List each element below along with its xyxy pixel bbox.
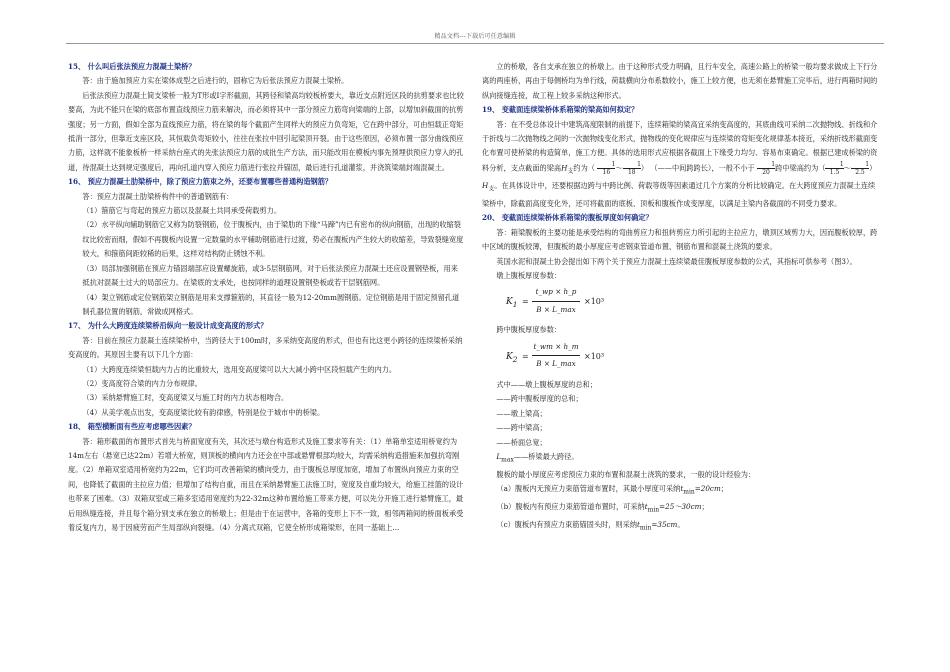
design-rule: （c）腹板内有预应力束筋锚固头时，则采纳$t_{min}=35cm$。	[496, 519, 685, 532]
definition-item: ——墩上梁高；	[496, 408, 547, 418]
rules-list	[482, 482, 878, 536]
multiplier: ×10³	[584, 351, 605, 361]
definitions-list	[482, 378, 878, 450]
formula-k2	[506, 340, 878, 376]
equals-sign: =	[522, 297, 529, 307]
formula-label-k2: 跨中腹板厚度参数：	[496, 325, 562, 335]
fraction: 1 1.5	[825, 161, 843, 176]
paragraph: 答：由于施加预应力实在梁体成型之后进行的，固称它为后张法预应力混凝土梁桥。	[82, 76, 349, 86]
definition-item: ——桥面总宽；	[496, 437, 547, 447]
paragraph: 答：预应力混凝土肋梁桥构件中的普通钢筋有：	[82, 191, 234, 201]
fraction: 1 18	[623, 161, 641, 176]
definition-item: ——跨中梁高；	[496, 423, 547, 433]
design-rule: （b）腹板内有预应力束筋管道布置时，可采纳$t_{min}=25\sim 30cm$；	[496, 502, 709, 514]
question-20: 20、 变截面连续梁桥体系箱梁的腹板厚度如何确定？	[482, 213, 653, 223]
formula-label-k1: 墩上腹板厚度参数：	[496, 271, 562, 281]
paragraph: 后张法预应力混凝土简支梁桥一般为T形或I字形截面，其跨径和梁高均较板桥要大，靠近支点附近区段的抗剪要求也比较要高，为此不能只在梁的底部布置直线预应力筋来解决，而必须将其中一部分预应力筋弯向梁端的上部，以增加斜截面的抗剪强度；另一方面，假如全部为直线预应力筋，将在梁的每个截面产生同样大的预应力负弯矩，它在跨中部分，可由恒载正弯矩抵消一部分，但靠近支座区段，其恒载负弯矩较小，往往在张拉中回引起梁顶开裂。由于这些原因，必须布置一部分曲线预应力筋，这样就不能象板桥一样采纳台座式的先张法预应力筋的成批生产方法，而只能改用在模板内事先预埋供预应力穿入的孔道，待混凝土达到规定强度后，再向孔道内穿入预应力筋进行张拉并锚固，最后进行孔道灌浆，并浇筑梁端封端混凝土。	[68, 90, 464, 172]
paragraph: 答：箱梁腹板的主要功能是承受结构的弯曲剪应力和扭转剪应力所引起的主拉应力，墩顶区域剪力大，因而腹板较厚，跨中区域的腹板较薄，但腹板的最小厚度应考虑钢束管道布置、钢筋布置和混凝土浇筑的要求。	[482, 227, 878, 252]
formula-fraction: t_wp × h_p B × L_max	[532, 285, 580, 317]
fraction: 1 16	[597, 161, 615, 176]
list-item: （3）采纳悬臂施工时，变高度梁又与施工时的内力状态相吻合。	[82, 393, 289, 403]
list-item: （3）局部加强钢筋在预应力锚固端部应设置螺旋筋，或3-5层钢筋网，对于后张法预应力混凝土还应设置钢垫板，用来抵抗对混凝土过大的局部应力。在梁底的支承处，也按同样的道理设置钢垫板或若干层钢筋网。	[82, 263, 458, 288]
fraction: 1 2.5	[851, 161, 869, 176]
paragraph: 立的桥墩，各自支承在独立的桥墩上。由于这种形式受力明确，且行车安全，高速公路上的桥梁一般均要求做成上下行分离的两座桥，再由于每侧桥均为单行线，荷载横向分布系数较小，施工上较方便，也无须在悬臂施工完毕后，进行两箱时间的纵向接缝连接，故工程上较多采纳这种形式。	[482, 62, 878, 100]
equals-sign: =	[522, 351, 529, 361]
lmax-definition: $L_{max}——$桥梁最大跨径。	[496, 451, 579, 464]
paragraph: 腹板的最小厚度应考虑预应力束的布置和混凝土浇筑的要求，一般的设计经验为：	[496, 469, 756, 479]
definition-item: 式中——墩上腹板厚度的总和；	[496, 379, 598, 389]
paragraph: 答：在不受总体设计中建筑高度限制的前提下，连续箱梁的梁高宜采纳变高度的，其底曲线可采纳二次抛物线、折线和介于折线与二次抛物线之间的一次抛物线变化形式，抛物线的变化规律应与连续梁的弯矩变化规律基本接近，采纳折线形截面变化布置可使桥梁的构造简单，施工方便。具体的选用形式应根据各截面上下缘受力均匀、容易布束确定。根据已建成桥梁的资料分析，支点截面的梁高$H_支$约为（ 1 16 ～ 1 18 ） （——中间跨跨长），一般不小于 1 20 跨中梁高约为（ 1 1.5 ～ 1 2.5 ）$H_支$。在具体设计中，还要根据边跨与中跨比例、荷载等级等因素通过几个方案的分析比较确定。在大跨度预应力混凝土连续梁桥中，除截面高度变化外，还可将截面的底板、顶板和腹板作成变厚度，以满足主梁内各截面的不同受力要求。	[482, 119, 878, 209]
list-item: （1）箍筋它与弯起的预应力筋以及混凝土共同承受荷载剪力。	[82, 206, 282, 216]
right-column	[482, 60, 878, 536]
paragraph: 答：箱形截面的布置形式首先与桥面宽度有关，其次还与墩台构造形式及施工要求等有关：（1）单箱单室适用桥宽约为14m左右（悬宽已达22m）若增大桥宽，则顶板的横向内力还会在中部或悬臂根部均较大，均需采纳构造措施来加强抗弯刚度。（2）单箱双室适用桥宽约为22m，它们均可改善箱梁的横向受力，由于腹板总厚度加宽，增加了布置纵向预应力束的空间，也降低了截面的主拉应力值；但增加了结构自重，而且在采纳悬臂施工法施工时，宽度及自重均较大，给施工挂篮的设计也带来了困难。（3）双箱双室或三箱多室适用宽度约为22-32m这种布置给施工带来方便，可以先分开施工进行悬臂施工，最后用纵缝连接，并且每个箱分别支承在独立的桥墩上；但是由于在运营中，各箱的变形上下不一致，相邻两箱间的桥面板承受着反复内力，易于因疲劳而产生局部纵向裂缝。（4）分离式双箱，它使全桥形成箱梁形，在同一基础上...	[68, 436, 464, 532]
paragraph: 英国水泥和混凝土协会提出如下两个关于预应力混凝土连续梁最佳腹板厚度参数的公式，其指标可供参考（图3）。	[496, 256, 857, 266]
formula-lhs: $K_1$	[506, 297, 518, 310]
question-19: 19、 变截面连续梁桥体系箱梁的梁高如何拟定？	[482, 105, 639, 115]
list-item: （2）变高度符合梁的内力分布规律。	[82, 378, 202, 388]
formula-lhs: $K_2$	[506, 351, 518, 364]
formula-k1	[506, 285, 878, 321]
multiplier: ×10³	[584, 297, 605, 307]
definition-item: ——跨中腹板厚度的总和；	[496, 394, 583, 404]
paragraph: 答：目前在预应力混凝土连续梁桥中，当跨径大于100m时，多采纳变高度的形式，但也有比这更小跨径的连续梁桥采纳变高度的。其原因主要有以下几个方面：	[68, 335, 463, 360]
page-header: 精品文档---下载后可任意编辑	[434, 33, 516, 40]
list-item: （4）从美学观点出发，变高度梁比较有韵律感，特别是位于城市中的桥梁。	[82, 407, 325, 417]
design-rule: （a）腹板内无预应力束筋管道布置时，其最小厚度可采纳$t_{min}=20cm$；	[496, 484, 728, 496]
question-heading: 16、 预应力混凝土肋梁桥中，除了预应力筋束之外，还要布置哪些普通构造钢筋？	[68, 177, 333, 187]
left-column	[68, 60, 464, 535]
question-heading: 17、 为什么大跨度连续梁桥沿纵向一般设计成变高度的形式？	[68, 321, 268, 331]
header-divider	[66, 43, 884, 44]
question-heading: 18、 箱型横断面有些应考虑哪些因素？	[68, 422, 196, 432]
fraction: 1 20	[757, 161, 775, 176]
list-item: （1）大跨度连续梁恒载内力占的比重较大，选用变高度梁可以大大减小跨中区段恒载产生的内力。	[82, 364, 397, 374]
question-heading: 15、 什么叫后张法预应力混凝土梁桥？	[68, 62, 196, 71]
list-item: （2）水平纵向辅助钢筋它又称为防裂钢筋，位于腹板内，由于梁肋的下缘“马蹄”内已有密布的纵向钢筋，出现的收缩裂纹比较密而细，假如不再腹板内设置一定数量的水平辅助钢筋进行过渡，势必在腹板内产生较大的收缩差，导致裂缝宽度较大，和箍筋间距较稀的后果，这样对结构防止锈蚀不利。	[82, 220, 464, 259]
list-item: （4）架立钢筋或定位钢筋架立钢筋是用来支撑箍筋的，其直径一般为12-20mm圆钢筋。定位钢筋是用于固定预留孔道制孔器位置的钢筋，常做成网格式。	[82, 292, 460, 316]
formula-fraction: t_wm × h_m B × L_max	[533, 341, 579, 369]
